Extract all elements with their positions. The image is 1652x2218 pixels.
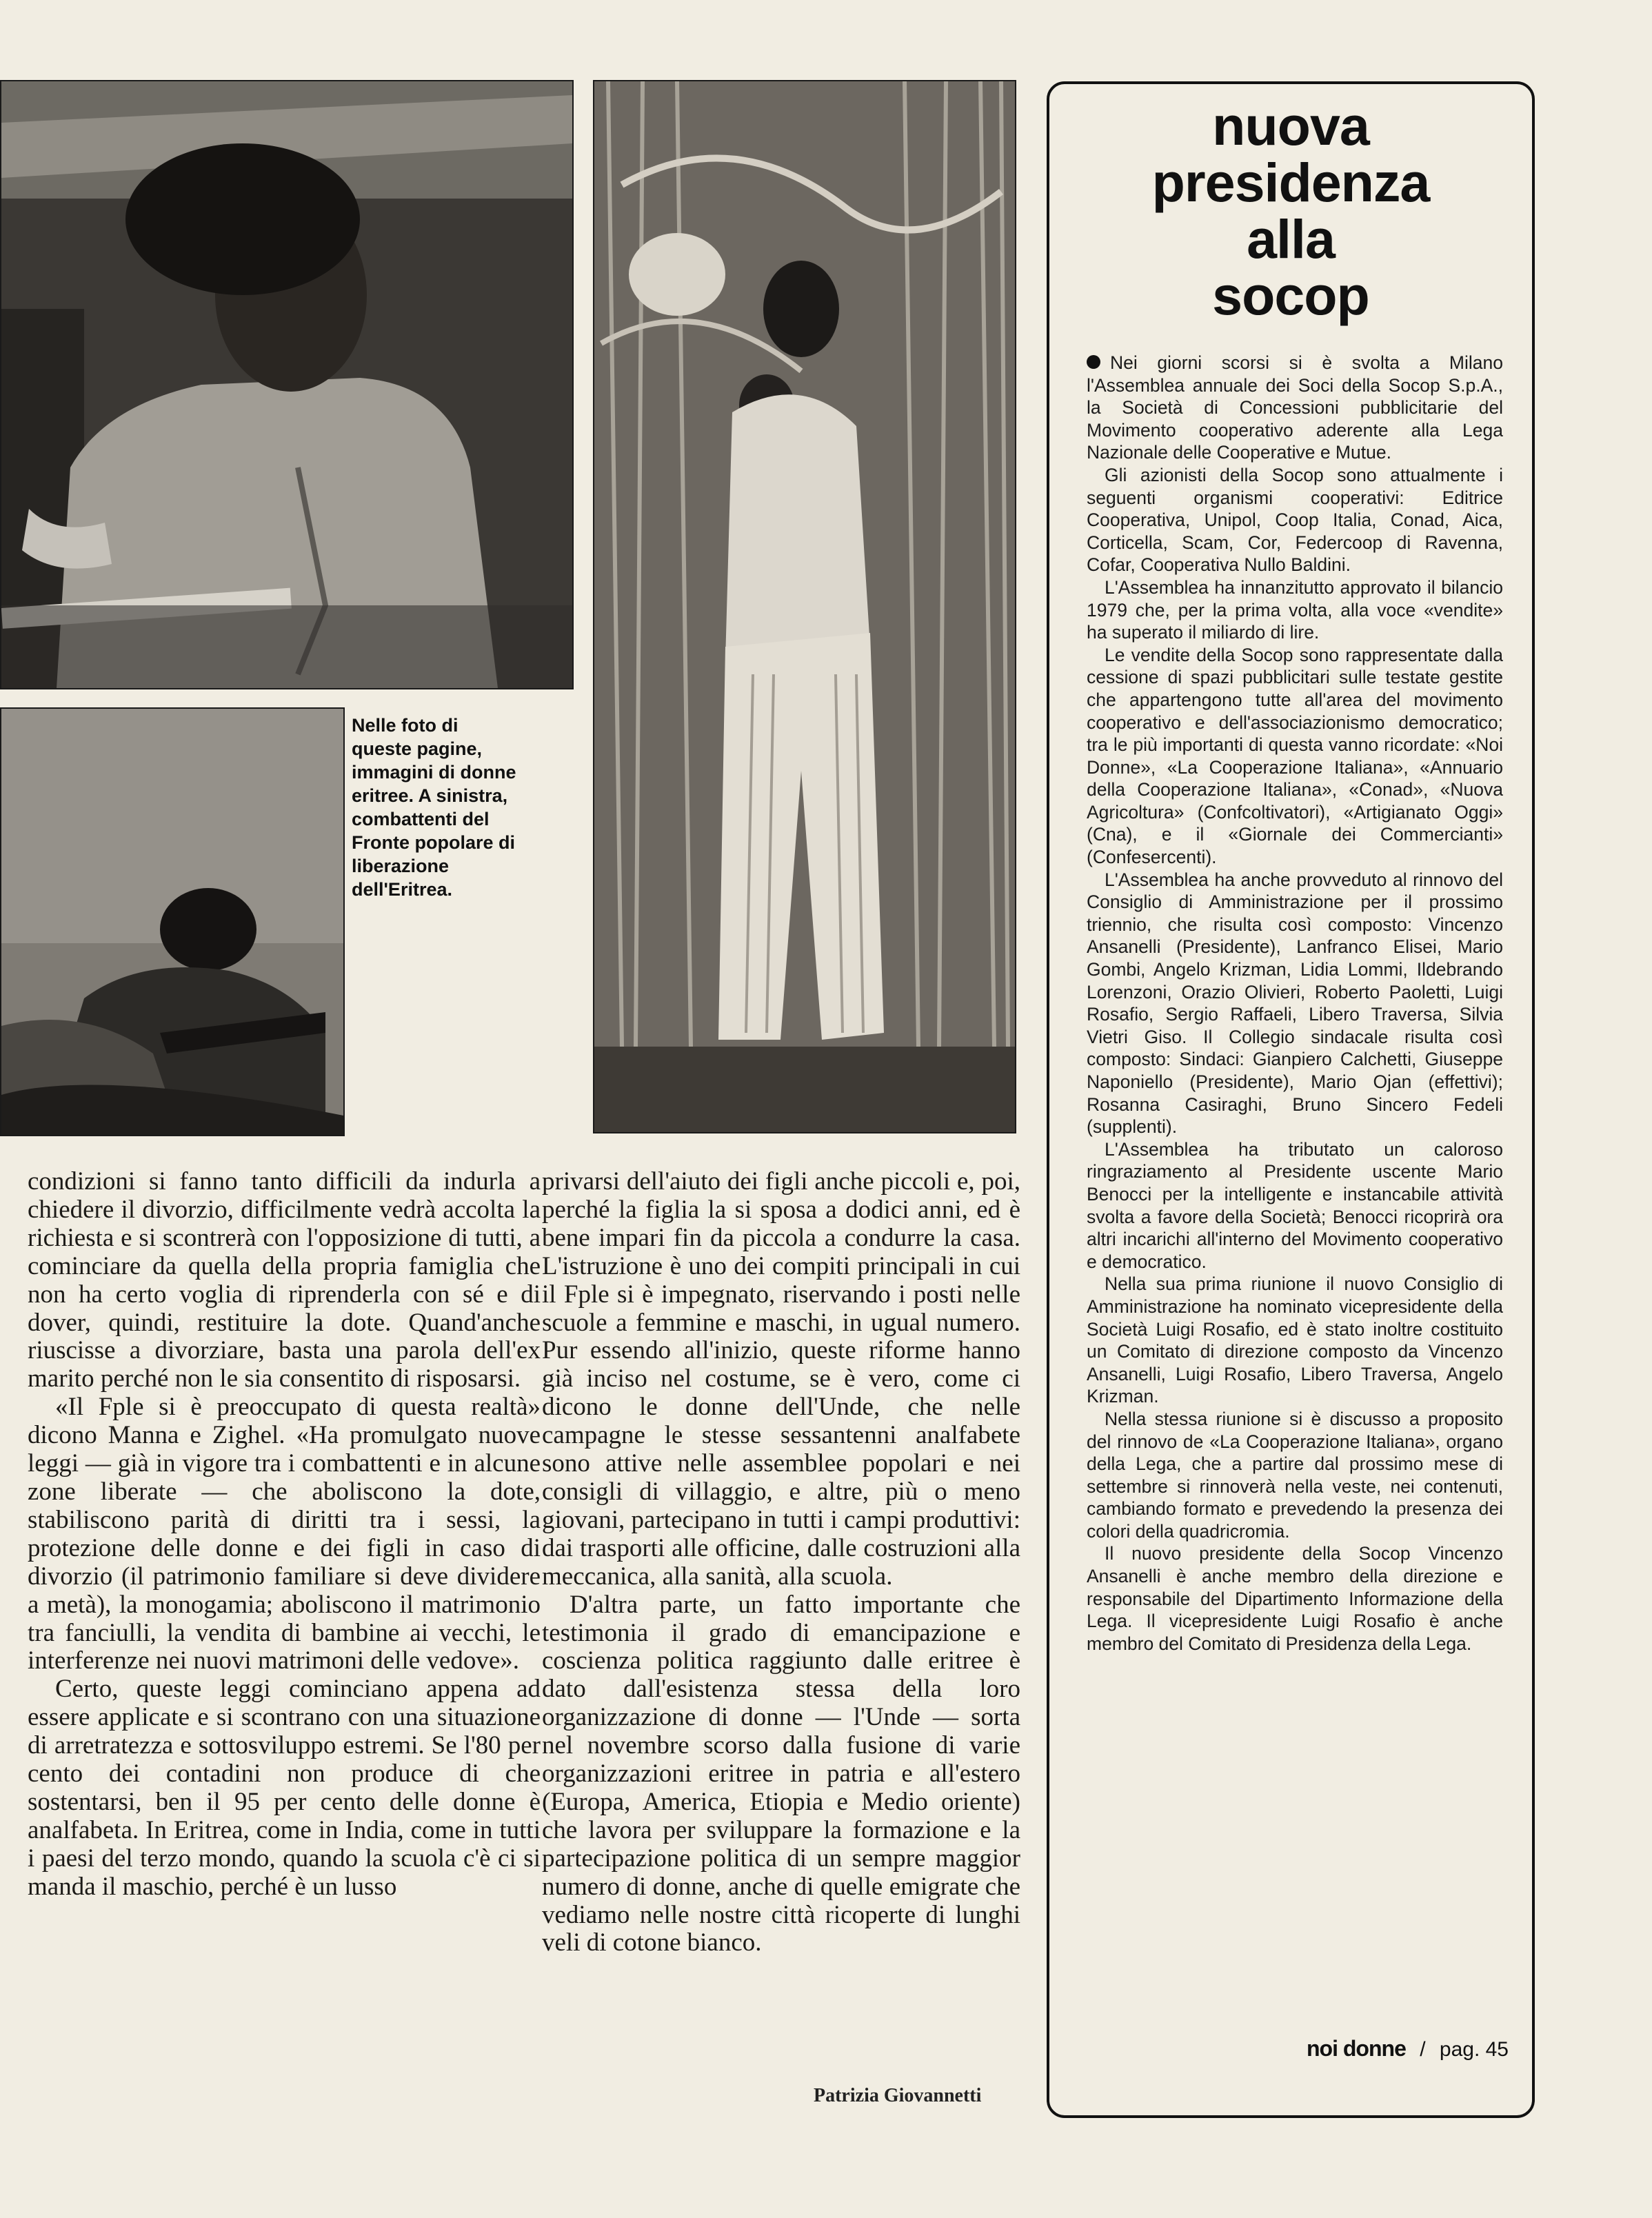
article-paragraph: «Il Fple si è preoccupato di questa realtà» dicono Manna e Zighel. «Ha promulgato nuove leggi — già in vigore tra i combattenti e in alcune zone liberate — che aboliscono la dote, stabiliscono parità di diritti tra i sessi, la protezione delle donne e dei figli in caso di divorzio (il patrimonio familiare si deve dividere a metà), la monogamia; aboliscono il matrimonio tra fanciulli, la vendita di bambine ai vecchi, le interferenze nei nuovi matrimoni delle vedove». bbox=[28, 1393, 541, 1675]
photo-woman-at-machine bbox=[0, 80, 574, 689]
page-footer bbox=[1307, 2036, 1509, 2061]
article-paragraph: privarsi dell'aiuto dei figli anche piccoli e, poi, perché la figlia la si sposa a dodici anni, ed è bene impari fin da piccola a condurre la casa. L'istruzione è uno dei compiti principali in cui il Fple si è impegnato, riservando i posti nelle scuole a femmine e maschi, in ugual numero. Pur essendo all'inizio, queste riforme hanno già inciso nel costume, se è vero, come ci dicono le donne dell'Unde, che nelle campagne le stesse sessantenni analfabete sono attive nelle assemblee popolari e nei consigli di villaggio, e altre, più o meno giovani, partecipano in tutti i campi produttivi: dai trasporti alle officine, dalle costruzioni alla meccanica, alla sanità, alla scuola. bbox=[542, 1167, 1020, 1591]
box-paragraph: Le vendite della Socop sono rappresentate dalla cessione di spazi pubblicitari sulle testate gestite che appartengono tutte all'area del movimento cooperativo e dell'associazionismo democratico; tra le più importanti di questa vanno ricordate: «Noi Donne», «La Cooperazione Italiana», «Annuario della Cooperazione Italiana», «Conad», «Nuova Agricoltura» (Confcoltivatori), «Artigianato Oggi» (Cna), e il «Giornale dei Commercianti» (Confesercenti). bbox=[1087, 644, 1503, 868]
photo-caption: Nelle foto di queste pagine, immagini di donne eritree. A sinistra, combattenti del Fronte popolare di liberazione dell'Eritrea. bbox=[352, 715, 516, 900]
photo-fighter-lying bbox=[0, 707, 345, 1136]
footer-separator: / bbox=[1420, 2038, 1426, 2061]
article-paragraph: Certo, queste leggi cominciano appena ad essere applicate e si scontrano con una situazione di arretratezza e sottosviluppo estremi. Se l'80 per cento dei contadini non produce di che sostentarsi, ben il 95 per cento delle donne è analfabeta. In Eritrea, come in India, come in tutti i paesi del terzo mondo, quando la scuola c'è ci si manda il maschio, perché è un lusso bbox=[28, 1675, 541, 1901]
article-left-column bbox=[28, 1168, 541, 1902]
box-paragraph: L'Assemblea ha innanzitutto approvato il bilancio 1979 che, per la prima volta, alla voce «vendite» ha superato il miliardo di lire. bbox=[1087, 576, 1503, 643]
box-paragraph-text: Nei giorni scorsi si è svolta a Milano l'Assemblea annuale dei Soci della Socop S.p.A., la Società di Concessioni pubblicitarie del Movimento cooperativo aderente alla Lega Nazionale delle Cooperative e Mutue. bbox=[1087, 352, 1503, 463]
box-paragraph: L'Assemblea ha tributato un caloroso ringraziamento al Presidente uscente Mario Benocci per la intelligente e instancabile attività svolta a favore della Società; Benocci ricoprirà ora altri incarichi all'interno del Movimento cooperativo e democratico. bbox=[1087, 1138, 1503, 1272]
box-body bbox=[1087, 352, 1503, 1655]
box-title-line: alla bbox=[1247, 208, 1335, 270]
box-title-line: presidenza bbox=[1151, 152, 1430, 213]
box-paragraph: Nella stessa riunione si è discusso a proposito del rinnovo de «La Cooperazione Italiana», organo della Lega, che a partire dal prossimo mese di settembre si rinnoverà nella veste, nei contenuti, cambiando formato e prevedendo la presenza dei colori della quadricromia. bbox=[1087, 1408, 1503, 1542]
box-paragraph-lead bbox=[1087, 352, 1503, 464]
box-paragraph: Nella sua prima riunione il nuovo Consiglio di Amministrazione ha nominato vicepresidente della Società Luigi Rosafio, ed è stato inoltre costituito un Comitato di direzione composto da Vincenzo Ansanelli, Luigi Rosafio, Libero Traversa, Angelo Krizman. bbox=[1087, 1273, 1503, 1407]
box-paragraph: L'Assemblea ha anche provveduto al rinnovo del Consiglio di Amministrazione per il prossimo triennio, che risulta così composto: Vincenzo Ansanelli (Presidente), Lanfranco Elisei, Mario Gombi, Angelo Krizman, Lidia Lommi, Ildebrando Lorenzoni, Orazio Olivieri, Roberto Paoletti, Luigi Rosafio, Sergio Raffaeli, Libero Traversa, Silvia Vietri Giso. Il Collegio sindacale risulta così composto: Sindaci: Gianpiero Calchetti, Giuseppe Naponiello (Presidente), Mario Ojan (effettivi); Rosanna Casiraghi, Bruno Sincero Fedeli (supplenti). bbox=[1087, 869, 1503, 1138]
article-paragraph: D'altra parte, un fatto importante che testimonia il grado di emancipazione e coscienza politica raggiunto dalle eritree è dato dall'esistenza stessa della loro organizzazione di donne — l'Unde — sorta nel novembre scorso dalla fusione di varie organizzazioni eritree in patria e all'estero (Europa, America, Etiopia e Medio oriente) che lavora per sviluppare la formazione e la partecipazione politica di un sempre maggior numero di donne, anche di quelle emigrate che vediamo nelle nostre città ricoperte di lunghi veli di cotone bianco. bbox=[542, 1590, 1020, 1957]
article-author: Patrizia Giovannetti bbox=[814, 2085, 982, 2106]
page-number: pag. 45 bbox=[1439, 2038, 1509, 2061]
box-title-line: socop bbox=[1212, 265, 1369, 326]
article-paragraph: condizioni si fanno tanto difficili da indurla a chiedere il divorzio, difficilmente vedrà accolta la richiesta e si scontrerà con l'opposizione di tutti, a cominciare da quella della propria famiglia che non ha certo voglia di riprenderla con sé e di dover, quindi, restituire la dote. Quand'anche riuscisse a divorziare, basta una parola dell'ex marito perché non le sia consentito di risposarsi. bbox=[28, 1167, 541, 1393]
photo-woman-with-child bbox=[593, 80, 1016, 1133]
magazine-name: noi donne bbox=[1307, 2036, 1406, 2061]
box-title bbox=[1047, 95, 1535, 326]
article-middle-column bbox=[542, 1168, 1020, 1957]
box-paragraph: Il nuovo presidente della Socop Vincenzo Ansanelli è anche membro della direzione e responsabile del Dipartimento Informazione della Lega. Il vicepresidente Luigi Rosafio è anche membro del Comitato di Presidenza della Lega. bbox=[1087, 1543, 1503, 1654]
box-title-line: nuova bbox=[1212, 95, 1369, 157]
box-paragraph: Gli azionisti della Socop sono attualmente i seguenti organismi cooperativi: Editrice Cooperativa, Unipol, Coop Italia, Conad, Aica, Corticella, Scam, Cor, Federcoop di Ravenna, Cofar, Cooperativa Nullo Baldini. bbox=[1087, 464, 1503, 576]
bullet-icon bbox=[1087, 355, 1100, 369]
